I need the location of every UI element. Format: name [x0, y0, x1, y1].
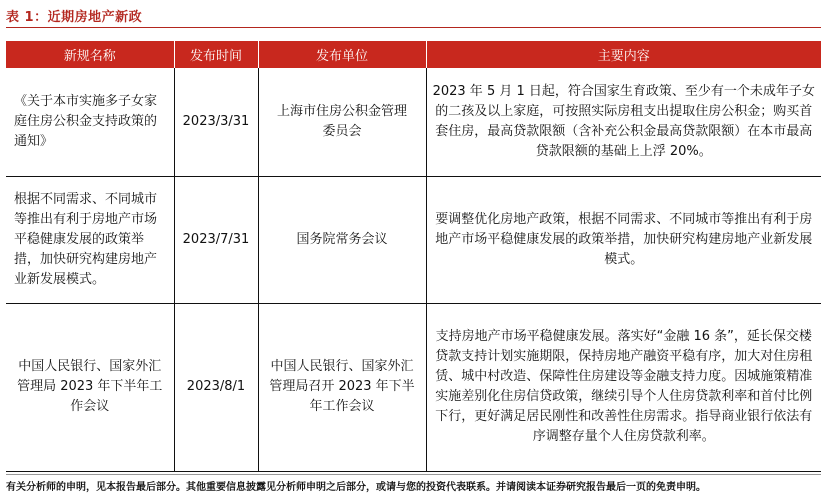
- issuer-cell: 上海市住房公积金管理委员会: [258, 68, 426, 176]
- issuer-cell: 中国人民银行、国家外汇管理局召开 2023 年下半年工作会议: [258, 303, 426, 471]
- header-policy-name: 新规名称: [6, 41, 174, 68]
- release-date-cell: 2023/8/1: [174, 303, 258, 471]
- release-date-cell: 2023/7/31: [174, 176, 258, 303]
- policy-table: [6, 41, 821, 472]
- header-main-content: 主要内容: [426, 41, 821, 68]
- table-caption: 表 1：近期房地产新政: [6, 10, 143, 25]
- disclaimer-text: 有关分析师的申明，见本报告最后部分。其他重要信息披露见分析师申明之后部分，或请与您的投资代表联系。并请阅读本证券研究报告最后一页的免责申明。: [6, 482, 706, 493]
- policy-name-cell: 《关于本市实施多子女家庭住房公积金支持政策的通知》: [6, 68, 174, 176]
- footer-divider: [6, 474, 821, 475]
- issuer-cell: 国务院常务会议: [258, 176, 426, 303]
- caption-divider: [6, 27, 821, 28]
- main-content-cell: 要调整优化房地产政策，根据不同需求、不同城市等推出有利于房地产市场平稳健康发展的政策举措，加快研究构建房地产业新发展模式。: [426, 176, 821, 303]
- header-release-date: 发布时间: [174, 41, 258, 68]
- policy-name-cell: 中国人民银行、国家外汇管理局 2023 年下半年工作会议: [6, 303, 174, 471]
- header-issuer: 发布单位: [258, 41, 426, 68]
- main-content-cell: 2023 年 5 月 1 日起，符合国家生育政策、至少有一个未成年子女的二孩及以上家庭，可按照实际房租支出提取住房公积金；购买首套住房，最高贷款限额（含补充公积金最高贷款限额）在本市最高贷款限额的基础上上浮 20%。: [426, 68, 821, 176]
- policy-name-cell: 根据不同需求、不同城市等推出有利于房地产市场平稳健康发展的政策举措，加快研究构建房地产业新发展模式。: [6, 176, 174, 303]
- table-row: [6, 303, 821, 471]
- table-header-row: [6, 41, 821, 68]
- release-date-cell: 2023/3/31: [174, 68, 258, 176]
- table-row: [6, 176, 821, 303]
- table-row: [6, 68, 821, 176]
- main-content-cell: 支持房地产市场平稳健康发展。落实好“金融 16 条”，延长保交楼贷款支持计划实施期限，保持房地产融资平稳有序，加大对住房租赁、城中村改造、保障性住房建设等金融支持力度。因城施策精准实施差别化住房信贷政策，继续引导个人住房贷款利率和首付比例下行，更好满足居民刚性和改善性住房需求。指导商业银行依法有序调整存量个人住房贷款利率。: [426, 303, 821, 471]
